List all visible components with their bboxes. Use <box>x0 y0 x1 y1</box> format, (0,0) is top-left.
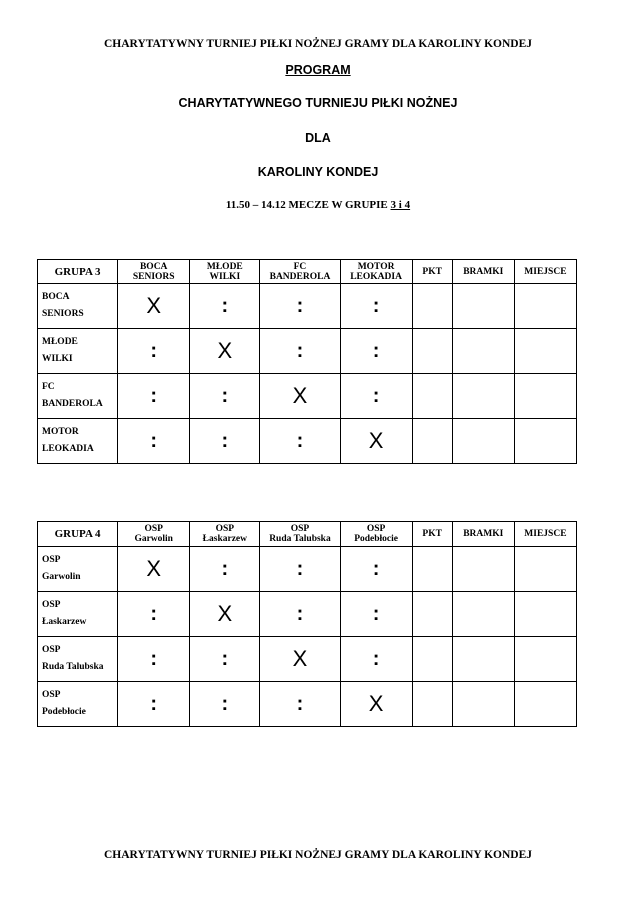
cell-score: : <box>118 329 190 374</box>
column-header-line: OSP <box>215 524 235 534</box>
cell-same-team: X <box>260 374 340 419</box>
column-header-line: MŁODE <box>206 261 243 272</box>
page-footer: CHARYTATYWNY TURNIEJ PIŁKI NOŻNEJ GRAMY DLA KAROLINY KONDEJ <box>103 849 532 861</box>
cell-empty <box>412 284 452 329</box>
cell-score: : <box>118 637 190 682</box>
cell-same-team: X <box>260 637 340 682</box>
column-header <box>452 522 514 547</box>
row-team-label <box>38 592 118 637</box>
cell-score: : <box>118 419 190 464</box>
column-header-line: BANDEROLA <box>269 271 331 282</box>
column-header-line: MIEJSCE <box>524 529 567 539</box>
table-row <box>38 284 577 329</box>
cell-score: : <box>260 682 340 727</box>
cell-empty <box>514 547 576 592</box>
cell-score: : <box>190 637 260 682</box>
column-header <box>412 522 452 547</box>
event-title-name: KAROLINY KONDEJ <box>257 165 379 179</box>
cell-same-team: X <box>190 329 260 374</box>
cell-score: : <box>340 374 412 419</box>
cell-empty <box>412 329 452 374</box>
cell-score: : <box>190 682 260 727</box>
cell-empty <box>514 592 576 637</box>
cell-empty <box>412 592 452 637</box>
cell-score: : <box>260 284 340 329</box>
column-header <box>514 260 576 284</box>
row-team-label-line: Łaskarzew <box>42 617 87 627</box>
cell-score: : <box>118 682 190 727</box>
cell-score: : <box>340 284 412 329</box>
cell-score: : <box>190 419 260 464</box>
cell-empty <box>514 682 576 727</box>
row-team-label <box>38 329 118 374</box>
row-team-label <box>38 374 118 419</box>
row-team-label <box>38 682 118 727</box>
table-row <box>38 374 577 419</box>
column-header-line: OSP <box>144 524 163 534</box>
column-header-line: BRAMKI <box>463 266 504 277</box>
row-team-label <box>38 284 118 329</box>
cell-empty <box>514 284 576 329</box>
row-team-label-line: OSP <box>42 645 61 655</box>
cell-score: : <box>118 592 190 637</box>
column-header <box>260 260 340 284</box>
table-row <box>38 329 577 374</box>
table-row <box>38 682 577 727</box>
cell-empty <box>412 682 452 727</box>
header-row <box>38 260 577 284</box>
cell-empty <box>412 637 452 682</box>
column-header-line: SENIORS <box>132 271 175 282</box>
column-header-line: OSP <box>290 524 310 534</box>
column-header <box>340 522 412 547</box>
cell-score: : <box>190 374 260 419</box>
row-team-label <box>38 419 118 464</box>
cell-same-team: X <box>118 547 190 592</box>
row-team-label-line: MOTOR <box>42 427 79 437</box>
cell-score: : <box>340 637 412 682</box>
page-header: CHARYTATYWNY TURNIEJ PIŁKI NOŻNEJ GRAMY DLA KAROLINY KONDEJ <box>103 38 532 50</box>
row-team-label-line: WILKI <box>42 354 73 364</box>
column-header-line: FC <box>293 261 307 272</box>
cell-empty <box>452 329 514 374</box>
row-team-label-line: BOCA <box>42 292 70 302</box>
column-header-line: MIEJSCE <box>524 266 567 277</box>
header-row <box>38 522 577 547</box>
column-header-line: LEOKADIA <box>350 271 402 282</box>
row-team-label <box>38 547 118 592</box>
row-team-label-line: OSP <box>42 555 61 565</box>
cell-score: : <box>260 419 340 464</box>
column-header <box>260 522 340 547</box>
column-header-line: PKT <box>422 529 442 539</box>
cell-score: : <box>340 329 412 374</box>
table-row <box>38 637 577 682</box>
column-header-line: WILKI <box>209 271 241 282</box>
cell-same-team: X <box>190 592 260 637</box>
column-header-line: BRAMKI <box>463 529 504 539</box>
cell-empty <box>412 547 452 592</box>
cell-score: : <box>118 374 190 419</box>
column-header <box>514 522 576 547</box>
cell-score: : <box>260 592 340 637</box>
row-team-label-line: LEOKADIA <box>42 444 94 454</box>
schedule-line <box>0 199 636 211</box>
column-header <box>340 260 412 284</box>
column-header <box>118 522 190 547</box>
cell-score: : <box>340 592 412 637</box>
schedule-prefix: 11.50 – 14.12 MECZE W GRUPIE <box>225 199 391 211</box>
cell-score: : <box>190 284 260 329</box>
cell-empty <box>514 419 576 464</box>
cell-empty <box>452 284 514 329</box>
row-team-label-line: SENIORS <box>42 309 84 319</box>
group-4-table <box>37 521 577 727</box>
row-team-label-line: OSP <box>42 690 61 700</box>
row-team-label-line: Podebłocie <box>42 707 86 717</box>
column-header <box>190 260 260 284</box>
cell-empty <box>514 637 576 682</box>
cell-empty <box>412 374 452 419</box>
cell-empty <box>412 419 452 464</box>
row-team-label-line: Ruda Talubska <box>42 662 104 672</box>
program-title: PROGRAM <box>285 63 351 77</box>
table-row <box>38 592 577 637</box>
event-title-dla: DLA <box>305 131 331 145</box>
cell-same-team: X <box>340 419 412 464</box>
column-header <box>118 260 190 284</box>
cell-empty <box>452 637 514 682</box>
cell-empty <box>452 682 514 727</box>
row-team-label-line: BANDEROLA <box>42 399 103 409</box>
column-header-line: BOCA <box>139 261 168 272</box>
column-header-line: Garwolin <box>134 534 173 544</box>
cell-same-team: X <box>340 682 412 727</box>
column-header <box>412 260 452 284</box>
schedule-groups: 3 i 4 <box>390 199 411 211</box>
cell-empty <box>452 419 514 464</box>
column-header-line: OSP <box>366 524 386 534</box>
column-header-line: PKT <box>422 266 442 277</box>
cell-empty <box>452 592 514 637</box>
event-title: CHARYTATYWNEGO TURNIEJU PIŁKI NOŻNEJ <box>178 96 458 110</box>
cell-empty <box>452 374 514 419</box>
column-header-line: Ruda Talubska <box>269 534 331 544</box>
group-3-table <box>37 259 577 464</box>
column-header <box>452 260 514 284</box>
column-header-line: Podebłocie <box>354 534 398 544</box>
table-row <box>38 547 577 592</box>
cell-score: : <box>340 547 412 592</box>
row-team-label-line: FC <box>42 382 55 392</box>
cell-empty <box>452 547 514 592</box>
row-team-label <box>38 637 118 682</box>
cell-empty <box>514 329 576 374</box>
column-header <box>190 522 260 547</box>
cell-score: : <box>190 547 260 592</box>
column-header-line: Łaskarzew <box>202 534 247 544</box>
group-title: GRUPA 3 <box>38 260 118 284</box>
cell-empty <box>514 374 576 419</box>
group-title: GRUPA 4 <box>38 522 118 547</box>
row-team-label-line: Garwolin <box>42 572 81 582</box>
column-header-line: MOTOR <box>357 261 395 272</box>
row-team-label-line: MŁODE <box>42 337 78 347</box>
cell-score: : <box>260 547 340 592</box>
table-row <box>38 419 577 464</box>
row-team-label-line: OSP <box>42 600 61 610</box>
cell-score: : <box>260 329 340 374</box>
cell-same-team: X <box>118 284 190 329</box>
